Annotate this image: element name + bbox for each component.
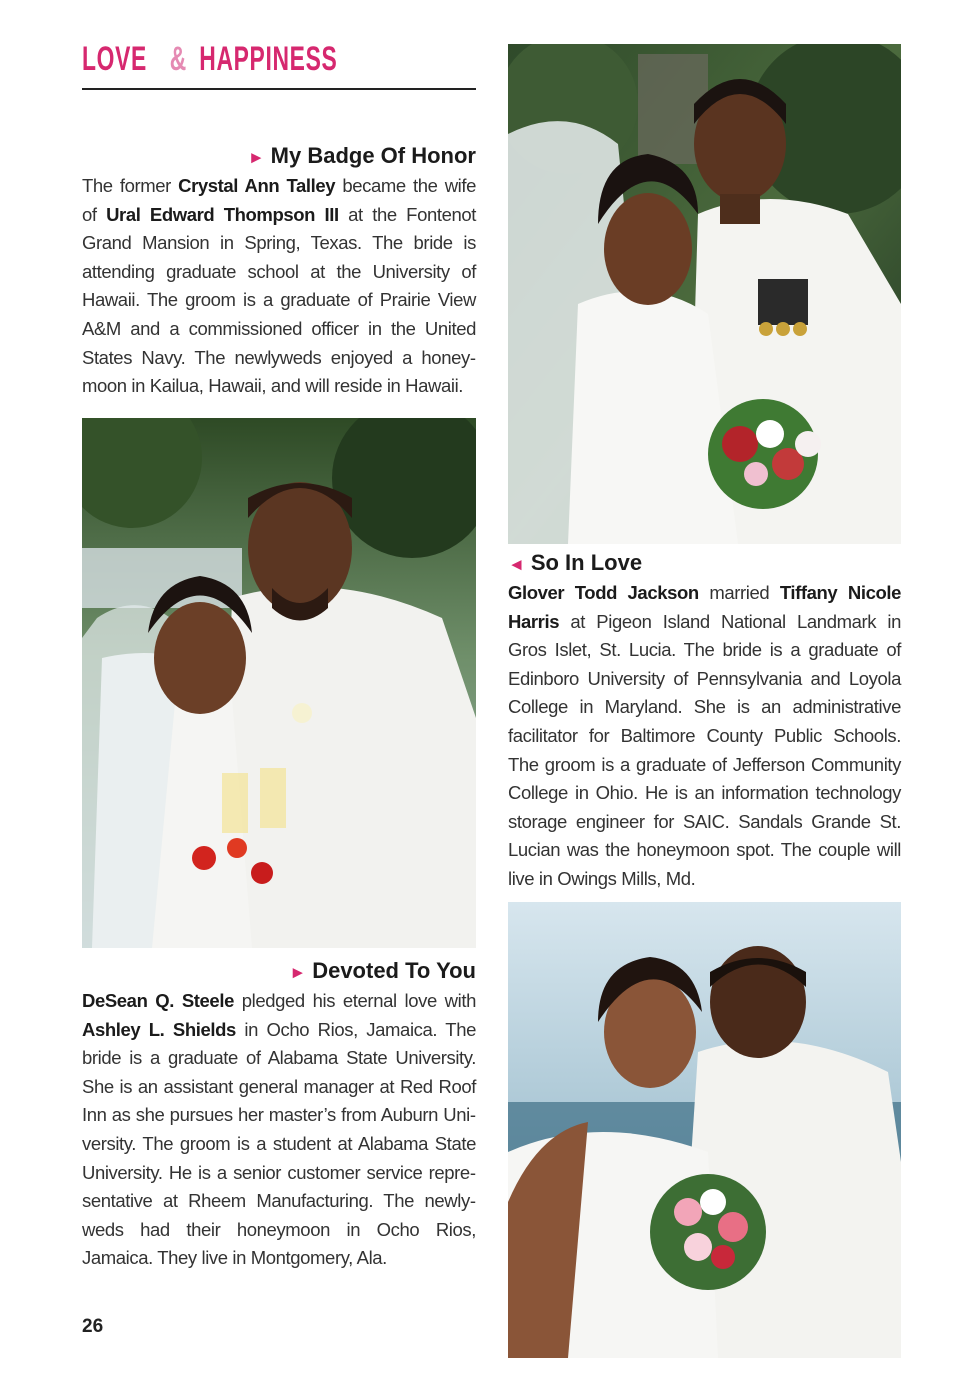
bride-name: Ashley L. Shields: [82, 1018, 236, 1040]
body-text-segment: married: [698, 582, 780, 603]
body-text-segment: at the Fontenot Grand Mansion in Spring, Texas. The bride is attending graduate school at the University of Hawaii. The groom is a graduate of Prairie View A&M and a commissioned officer in the United States Navy. The newlyweds enjoyed a honeymoon in Kailua, Hawaii, and will reside in Hawaii.: [82, 203, 476, 397]
arrow-right-icon: ►: [247, 148, 265, 167]
groom-name: Ural Edward Thompson III: [106, 203, 339, 225]
story-title: So In Love: [530, 550, 643, 575]
section-header: [82, 40, 476, 90]
groom-name: DeSean Q. Steele: [82, 990, 234, 1011]
story-title: My Badge Of Honor: [270, 143, 476, 168]
story-my-badge-of-honor: [82, 142, 476, 401]
story-headline: [508, 549, 901, 579]
section-title-ampersand: &: [169, 40, 187, 78]
story-title: Devoted To You: [312, 958, 476, 983]
body-text-segment: at Pigeon Island National Landmark in Gros Islet, St. Lucia. The bride is a graduate of Edinboro University of Pennsylvania and Loyola College in Maryland. She is an administrative facilitator for Baltimore County Public Schools. The groom is a graduate of Jefferson Community College in Ohio. He is an information technology storage engineer for SAIC. Sandals Grande St. Lucian was the honeymoon spot. The couple will live in Owings Mills, Md.: [508, 610, 901, 889]
story-body: [82, 172, 476, 401]
groom-name: Glover Todd Jackson: [508, 582, 699, 603]
body-text-segment: became the wife of: [82, 175, 476, 225]
story-body: [82, 987, 476, 1273]
photo-champagne-toast-couple: [82, 418, 476, 948]
arrow-right-icon: ►: [289, 963, 307, 982]
section-title: [82, 40, 368, 79]
story-body: [508, 579, 901, 894]
section-title-happiness: HAPPINESS: [199, 40, 338, 78]
story-devoted-to-you: [82, 957, 476, 1273]
arrow-left-icon: ◄: [508, 555, 525, 574]
page-number: 26: [82, 1316, 104, 1337]
section-title-love: LOVE: [82, 40, 147, 78]
photo-beach-wedding-couple: [508, 902, 901, 1358]
body-text-segment: pledged his eternal love with: [233, 990, 476, 1011]
photo-navy-wedding-couple: [508, 44, 901, 544]
story-so-in-love: [508, 549, 901, 894]
story-headline: [82, 142, 476, 172]
bride-name: Tiffany Nicole Harris: [508, 582, 901, 632]
bride-name: Crystal Ann Talley: [178, 175, 336, 196]
body-text-segment: in Ocho Rios, Jamaica. The bride is a graduate of Alabama State University. She is an assistant general manager at Red Roof Inn as she pursues her master’s from Auburn University. The groom is a student at Alabama State University. He is a senior customer service representative at Rheem Manufacturing. The newlyweds had their honeymoon in Ocho Rios, Jamaica. They live in Montgomery, Ala.: [82, 1018, 476, 1269]
body-text-segment: The former: [82, 175, 179, 196]
story-headline: [82, 957, 476, 987]
